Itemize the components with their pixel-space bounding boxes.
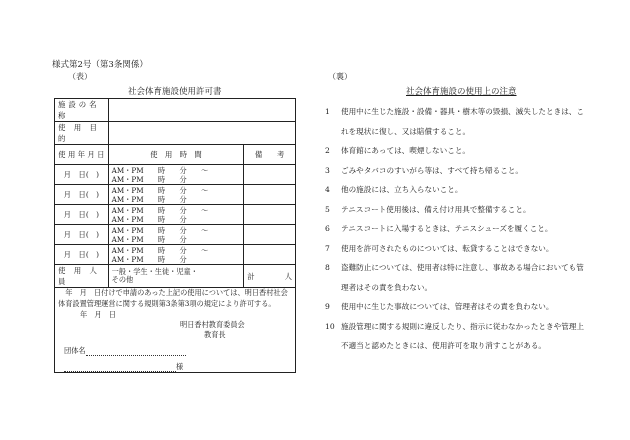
- permit-table: [54, 98, 296, 373]
- date-cell[interactable]: 月 日( ): [55, 165, 109, 185]
- list-item: [325, 141, 587, 161]
- note-text: ごみやタバコのすいがら等は、すべて持ち帰ること。: [341, 165, 524, 175]
- list-item: [325, 317, 587, 356]
- form-title: 社会体育施設使用許可書: [128, 87, 222, 97]
- date-cell[interactable]: 月 日( ): [55, 245, 109, 265]
- table-row: [55, 245, 296, 265]
- honorific: 様: [176, 362, 184, 371]
- note-number: 8: [325, 263, 330, 272]
- time-cell[interactable]: [108, 225, 244, 245]
- note-text: 他の施設には、立ち入らないこと。: [341, 185, 463, 194]
- facility-name-label: 施設の名称: [55, 99, 109, 122]
- note-text: テニスコート使用後は、備え付け用具で整備すること。: [341, 204, 531, 214]
- total-label: 計: [247, 271, 255, 281]
- note-number: 2: [325, 146, 330, 155]
- user-types[interactable]: [108, 265, 244, 288]
- time-end: AM・PM 時 分: [111, 234, 187, 244]
- header-time: 使 用 時 間: [108, 145, 244, 165]
- recipient-dots: [64, 363, 176, 372]
- purpose-field[interactable]: [108, 122, 295, 145]
- back-side-label: （裏）: [328, 72, 352, 81]
- note-text: 使用中に生じた事故については、管理者はその責を負わない。: [341, 302, 554, 311]
- user-types-line1: 一般・学生・生徒・児童・: [111, 267, 198, 276]
- notes-list: [325, 102, 587, 356]
- note-text: 使用中に生じた施設・設備・器具・樹木等の毀損、滅失したときは、これを現状に復し、又は賠償すること。: [341, 107, 584, 136]
- note-number: 5: [325, 204, 330, 214]
- time-cell[interactable]: [108, 165, 244, 185]
- time-end: AM・PM 時 分: [111, 174, 187, 184]
- time-start: AM・PM 時 分 ～: [111, 165, 209, 175]
- remarks-cell[interactable]: [244, 225, 296, 245]
- table-row: [55, 165, 296, 185]
- persons-label: 人: [284, 271, 292, 281]
- users-label: 使 用 人 員: [55, 265, 109, 288]
- note-number: 4: [325, 185, 330, 194]
- list-item: [325, 180, 587, 200]
- notes-title: 社会体育施設の使用上の注意: [406, 87, 517, 97]
- list-item: [325, 258, 587, 297]
- group-name-label: 団体名: [64, 346, 86, 355]
- time-cell[interactable]: [108, 245, 244, 265]
- table-row: [55, 225, 296, 245]
- issuer-title: 教育長: [204, 330, 226, 339]
- remarks-cell[interactable]: [244, 205, 296, 225]
- note-number: 1: [325, 107, 330, 116]
- time-end: AM・PM 時 分: [111, 254, 187, 264]
- list-item: [325, 297, 587, 317]
- note-number: 10: [325, 321, 335, 331]
- list-item: [325, 239, 587, 259]
- list-item: [325, 200, 587, 220]
- time-end: AM・PM 時 分: [111, 214, 187, 224]
- issue-date[interactable]: 年 月 日: [80, 310, 116, 319]
- note-text: 使用を許可されたものについては、転貸することはできない。: [341, 243, 554, 253]
- table-row: [55, 185, 296, 205]
- note-text: テニスコートに入場するときは、テニスシューズを履くこと。: [341, 224, 553, 233]
- date-cell[interactable]: 月 日( ): [55, 225, 109, 245]
- date-cell[interactable]: 月 日( ): [55, 205, 109, 225]
- time-start: AM・PM 時 分 ～: [111, 205, 209, 215]
- table-row: [55, 205, 296, 225]
- permit-statement-cell: [55, 288, 296, 373]
- note-number: 9: [325, 302, 330, 311]
- time-cell[interactable]: [108, 205, 244, 225]
- time-start: AM・PM 時 分 ～: [111, 225, 209, 235]
- group-name-line[interactable]: [64, 346, 292, 356]
- remarks-cell[interactable]: [244, 245, 296, 265]
- time-start: AM・PM 時 分 ～: [111, 185, 209, 195]
- time-end: AM・PM 時 分: [111, 194, 187, 204]
- note-number: 7: [325, 243, 330, 253]
- recipient-line[interactable]: [64, 362, 292, 372]
- time-cell[interactable]: [108, 185, 244, 205]
- list-item: [325, 161, 587, 181]
- user-types-line2: その他: [111, 275, 134, 284]
- group-name-dots: [86, 347, 186, 356]
- list-item: [325, 102, 587, 141]
- note-number: 6: [325, 224, 330, 233]
- note-text: 盗難防止については、使用者は特に注意し、事故ある場合においても管理者はその責を負わない。: [341, 263, 584, 292]
- form-number: 様式第2号（第3条関係）: [52, 60, 148, 70]
- note-text: 施設管理に関する規則に違反したり、指示に従わなかったときや管理上不適当と認めたときには、使用許可を取り消すことがある。: [341, 321, 584, 350]
- header-remarks: 備 考: [244, 145, 296, 165]
- date-cell[interactable]: 月 日( ): [55, 185, 109, 205]
- facility-name-field[interactable]: [108, 99, 295, 122]
- permit-statement: 年 月 日付けで申請のあった上記の使用については、明日香村社会体育設置管理運営に関する規則第3条第3項の規定により許可する。: [58, 288, 288, 308]
- list-item: [325, 219, 587, 239]
- purpose-label: 使 用 目 的: [55, 122, 109, 145]
- remarks-cell[interactable]: [244, 185, 296, 205]
- total-cell[interactable]: [244, 265, 296, 288]
- note-text: 体育館にあっては、喫煙しないこと。: [341, 146, 471, 155]
- header-date: 使 用 年 月 日: [55, 145, 109, 165]
- time-start: AM・PM 時 分 ～: [111, 245, 209, 255]
- remarks-cell[interactable]: [244, 165, 296, 185]
- issuer-organization: 明日香村教育委員会: [180, 320, 245, 329]
- note-number: 3: [325, 165, 330, 175]
- front-side-label: （表）: [68, 72, 92, 81]
